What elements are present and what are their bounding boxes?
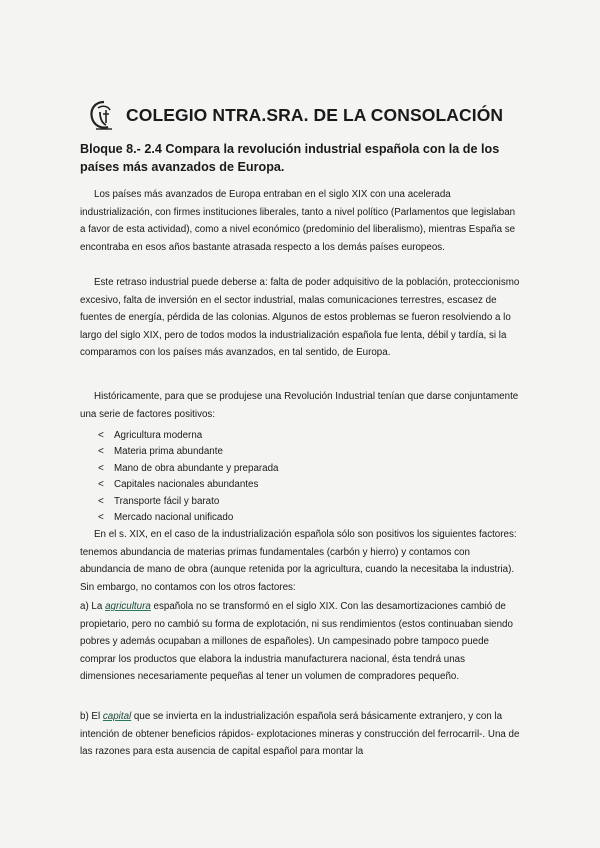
highlight-agricultura: agricultura [105,601,151,612]
paragraph-2: Este retraso industrial puede deberse a: falta de poder adquisitivo de la población, proteccionismo excesivo, falta de inversión en el sector industrial, malas comunicaciones terrestres, escasez de fuentes de energía, pérdida de las colonias. Algunos de estos problemas se fueron resolviendo a lo largo del siglo XIX, pero de todos modos la industrialización española fue lenta, débil y tardía, si la comparamos con los países más avanzados, en tal sentido, de Europa. [80,277,520,359]
list-item: < Capitales nacionales abundantes [98,477,279,493]
page-title: Bloque 8.- 2.4 Compara la revolución industrial española con la de los países más avanzados de Europa. [80,142,500,174]
list-item: < Mercado nacional unificado [98,510,279,526]
header [86,96,503,134]
arrow-bullet-icon: < [98,495,104,507]
arrow-bullet-icon: < [98,446,104,458]
list-item: < Materia prima abundante [98,444,279,460]
arrow-bullet-icon: < [98,430,104,441]
paragraph-6: b) El capital que se invierta en la industrialización española será básicamente extranjero, y con la intención de obtener beneficios rápidos- explotaciones mineras y construcción del ferrocarril-. Una de las razones para esta ausencia de capital español para montar la [80,711,520,758]
factors-list [98,428,279,526]
arrow-bullet-icon: < [98,462,104,474]
paragraph-3: Históricamente, para que se produjese una Revolución Industrial tenían que darse conjuntamente una serie de factores positivos: [80,391,519,420]
highlight-capital: capital [102,711,132,722]
list-item: < Mano de obra abundante y preparada [98,461,279,477]
list-item: < Agricultura moderna [98,428,279,444]
arrow-bullet-icon: < [98,479,104,491]
list-item: < Transporte fácil y barato [98,494,279,510]
school-logo-icon [86,96,122,134]
school-name: COLEGIO NTRA.SRA. DE LA CONSOLACIÓN [126,104,504,125]
arrow-bullet-icon: < [98,512,104,524]
paragraph-4: En el s. XIX, en el caso de la industrialización española sólo son positivos los siguientes factores: tenemos abundancia de materias primas fundamentales (carbón y hierro) y contamos con abundancia de mano de obra (aunque retenida por la agricultura, cuando la necesitaba la industria). Sin embargo, no contamos con los otros factores: [80,529,517,593]
paragraph-1: Los países más avanzados de Europa entraban en el siglo XIX con una acelerada industrialización, con firmes instituciones liberales, tanto a nivel político (Parlamentos que legislaban a favor de esta actividad), como a nivel económico (predominio del liberalismo), mientras España se encontraba en esos años bastante atrasada respecto a los demás países europeos. [80,189,516,253]
paragraph-5: a) La agricultura española no se transformó en el siglo XIX. Con las desamortizaciones cambió de propietario, pero no cambió su forma de explotación, ni sus rendimientos (estos continuaban siendo pobres y además ocupaban a millones de españoles). Un campesinado pobre tampoco puede comprar los productos que elabora la industria manufacturera nacional, ésta tendrá unas dimensiones necesariamente pequeñas al tener un volumen de compradores pequeño. [80,601,513,683]
